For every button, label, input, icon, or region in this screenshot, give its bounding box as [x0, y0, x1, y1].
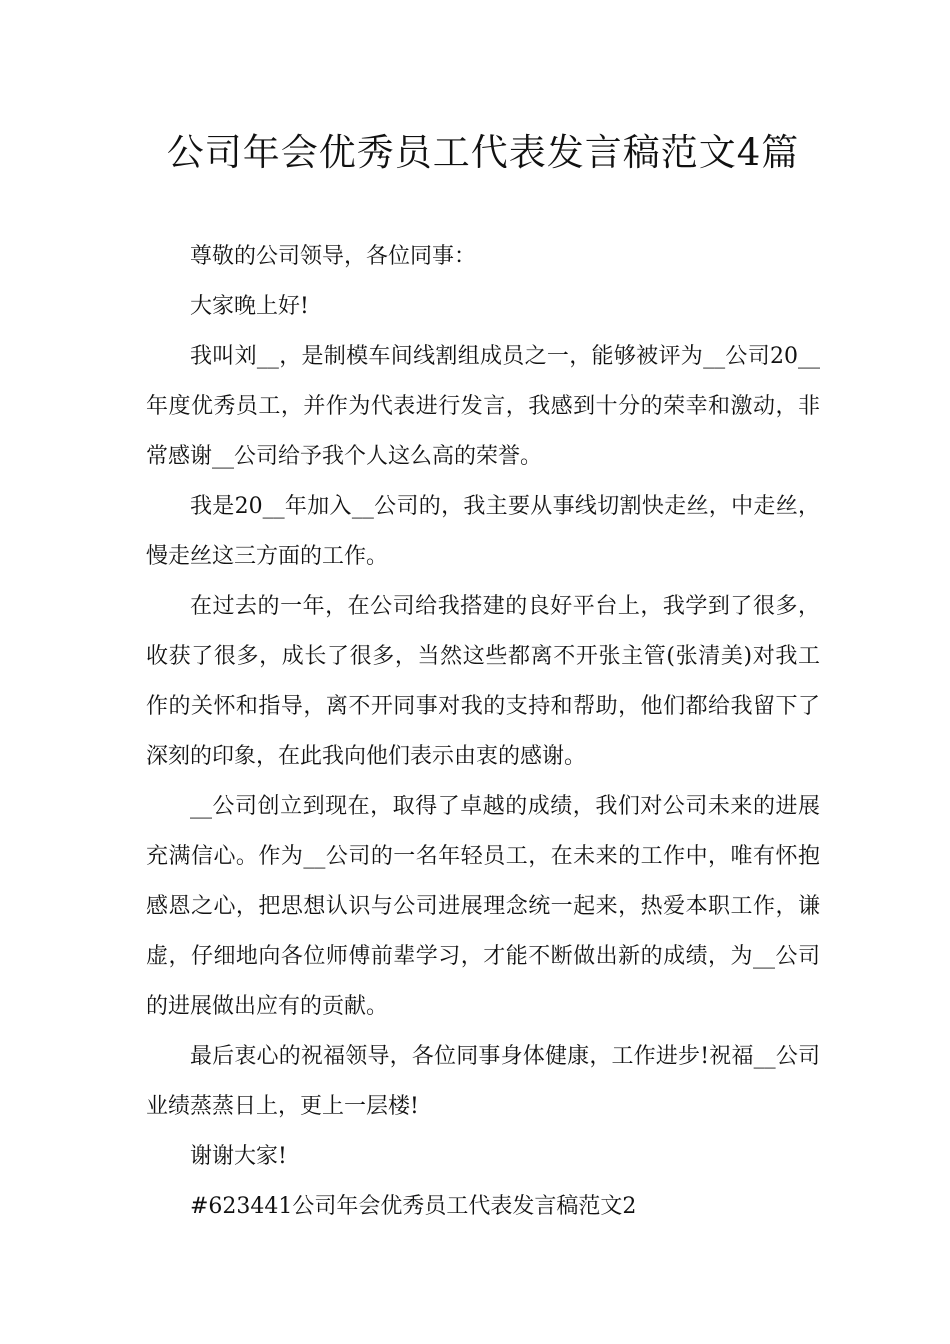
paragraph-introduction: 我叫刘__，是制模车间线割组成员之一，能够被评为__公司20__年度优秀员工，并作为代表进行发言，我感到十分的荣幸和激动，非常感谢__公司给予我个人这么高的荣誉。: [146, 344, 820, 469]
document-title: 公司年会优秀员工代表发言稿范文4篇: [166, 131, 800, 174]
paragraph-salutation: 尊敬的公司领导，各位同事：: [190, 244, 477, 269]
paragraph-thanks: 谢谢大家!: [190, 1144, 287, 1169]
paragraph-gratitude: 在过去的一年，在公司给我搭建的良好平台上，我学到了很多，收获了很多，成长了很多，当然这些都离不开张主管(张清美)对我工作的关怀和指导，离不开同事对我的支持和帮助，他们都给我留下了深刻的印象，在此我向他们表示由衷的感谢。: [146, 594, 820, 769]
paragraph-wishes: 最后衷心的祝福领导，各位同事身体健康，工作进步!祝福__公司业绩蒸蒸日上，更上一层楼!: [146, 1044, 820, 1119]
paragraph-work-scope: 我是20__年加入__公司的，我主要从事线切割快走丝，中走丝，慢走丝这三方面的工作。: [146, 494, 820, 569]
paragraph-next-section-heading: #623441公司年会优秀员工代表发言稿范文2: [190, 1194, 637, 1219]
paragraph-commitment: __公司创立到现在，取得了卓越的成绩，我们对公司未来的进展充满信心。作为__公司的一名年轻员工，在未来的工作中，唯有怀抱感恩之心，把思想认识与公司进展理念统一起来，热爱本职工作，谦虚，仔细地向各位师傅前辈学习，才能不断做出新的成绩，为__公司的进展做出应有的贡献。: [146, 794, 820, 1019]
paragraph-greeting: 大家晚上好!: [190, 294, 309, 319]
document-body: [146, 232, 820, 1232]
